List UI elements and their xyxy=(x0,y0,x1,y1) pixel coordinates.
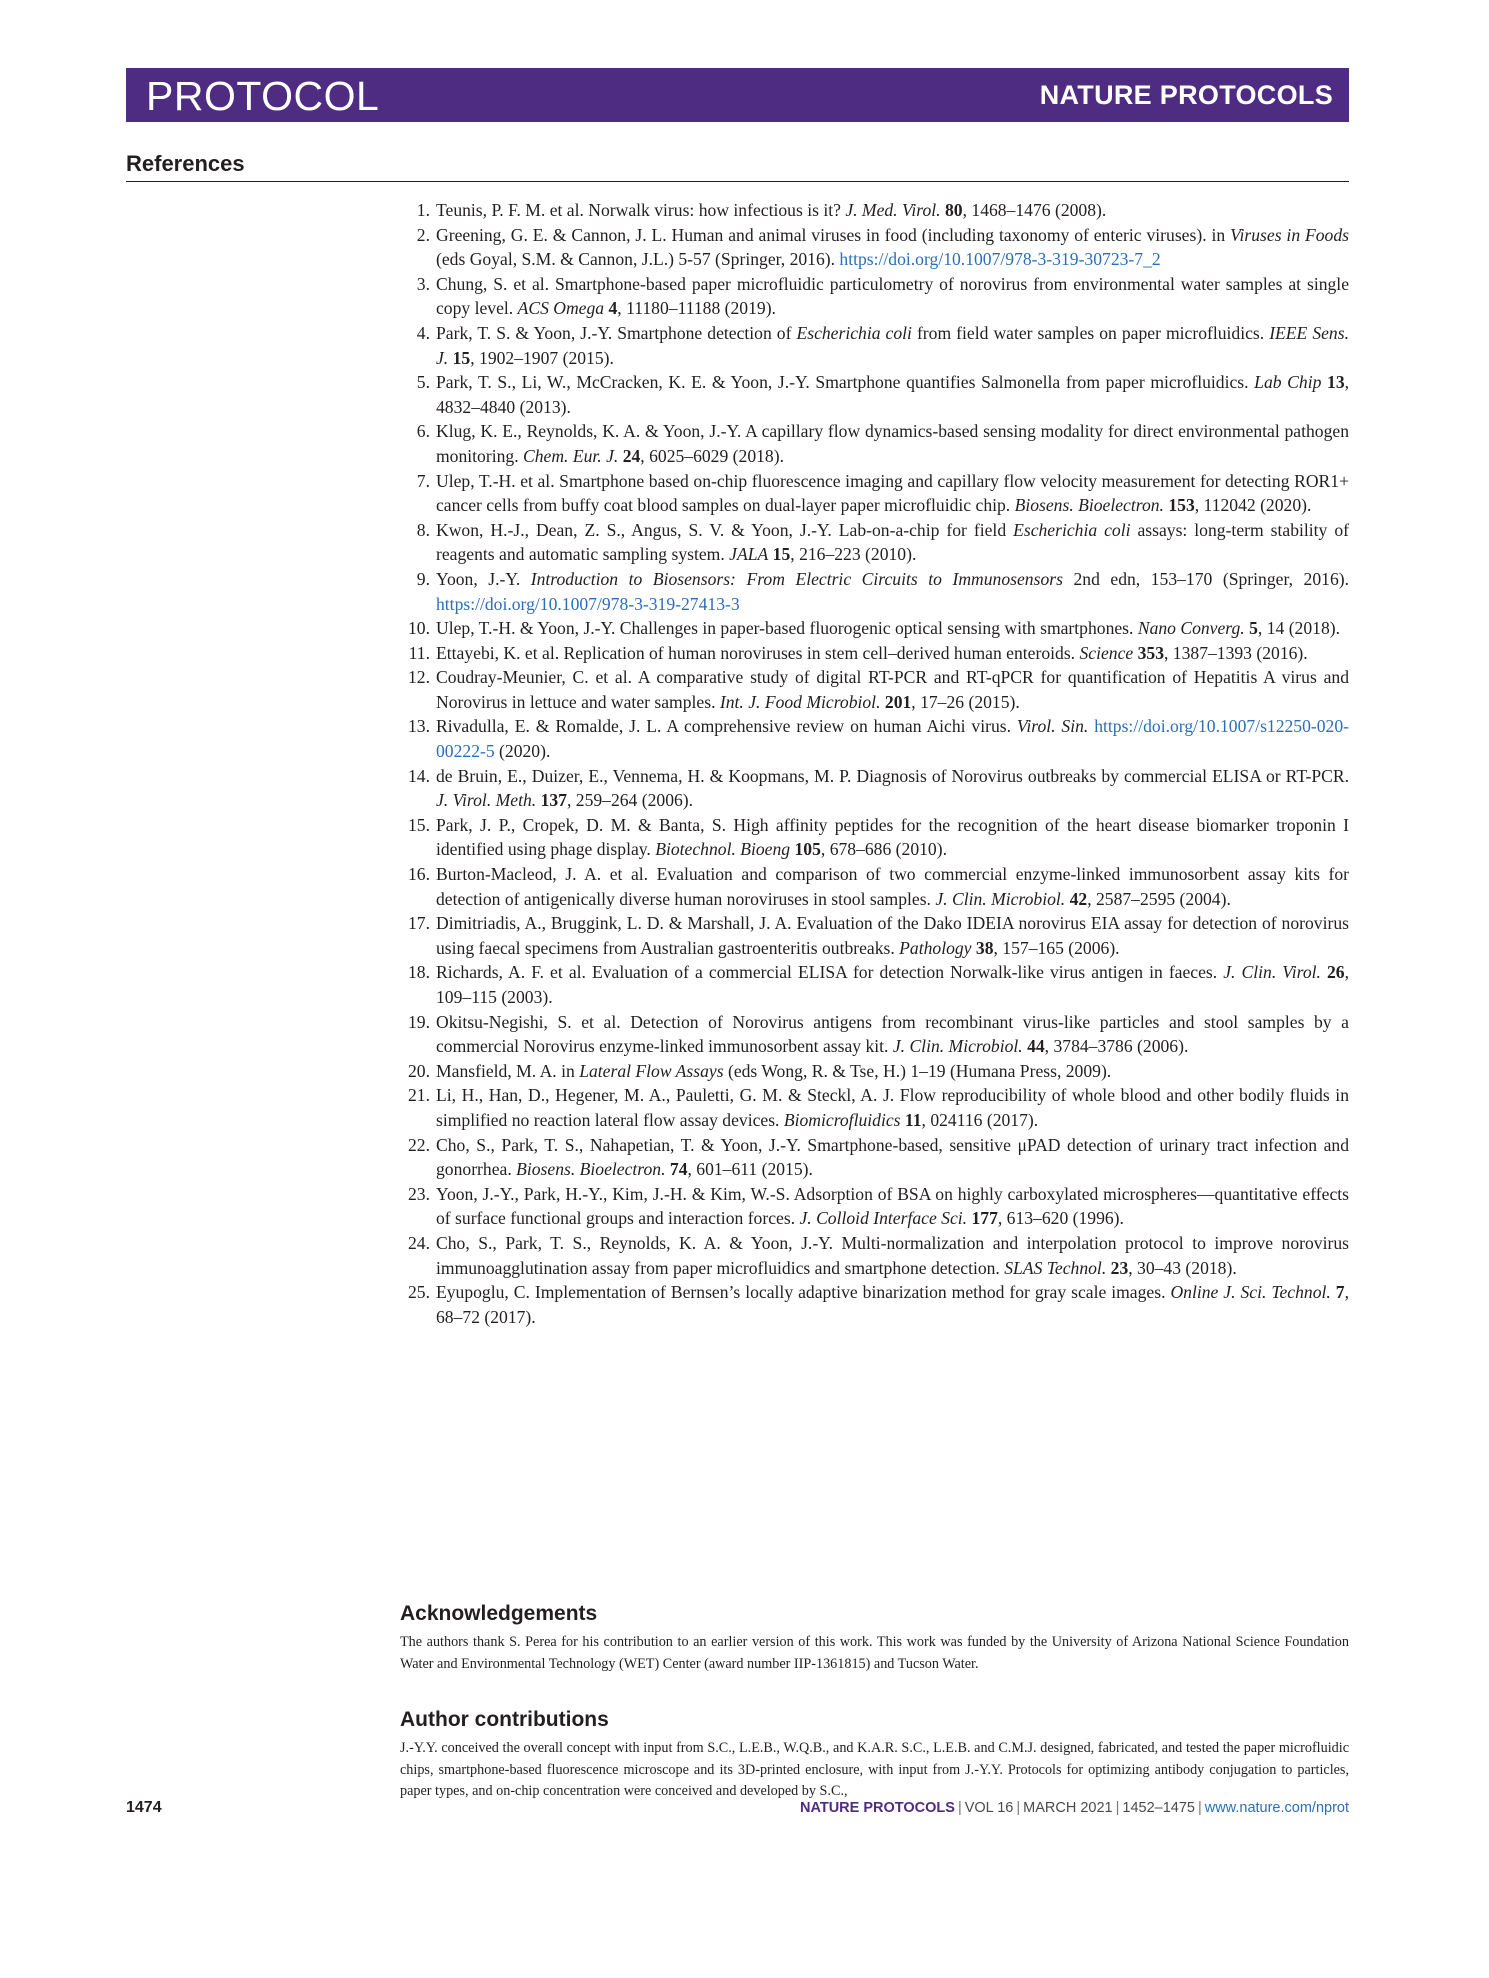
reference-item xyxy=(400,813,1349,862)
reference-text: , 1387–1393 (2016). xyxy=(1164,642,1308,663)
reference-text: , 17–26 (2015). xyxy=(911,691,1020,712)
reference-italic: Escherichia coli xyxy=(796,322,912,343)
reference-text: , 157–165 (2006). xyxy=(993,937,1120,958)
reference-number: 4. xyxy=(416,322,430,343)
reference-item xyxy=(400,567,1349,616)
journal-label: NATURE PROTOCOLS xyxy=(1039,80,1333,110)
reference-text: Ettayebi, K. et al. Replication of human noroviruses in stem cell–derived human enteroids. xyxy=(436,642,1080,663)
footer-date: MARCH 2021 xyxy=(1023,1800,1113,1816)
reference-item xyxy=(400,198,1349,223)
reference-number: 15. xyxy=(408,814,430,835)
reference-item xyxy=(400,1010,1349,1059)
reference-text: , 6025–6029 (2018). xyxy=(640,445,784,466)
acknowledgements-heading: Acknowledgements xyxy=(400,1602,598,1625)
reference-text: Li, H., Han, D., Hegener, M. A., Pauletti, G. M. & Steckl, A. J. Flow reproducibility of whole blood and other bodily fluids in simplified no reaction lateral flow assay devices. xyxy=(436,1085,1349,1130)
reference-text: , 109–115 (2003). xyxy=(436,962,1349,1007)
reference-italic: Science xyxy=(1079,642,1134,663)
reference-italic: J. Clin. Virol. xyxy=(1223,962,1321,983)
reference-item xyxy=(400,321,1349,370)
reference-italic: IEEE Sens. J. xyxy=(436,322,1349,368)
reference-item xyxy=(400,862,1349,911)
reference-item xyxy=(400,911,1349,960)
reference-number: 17. xyxy=(408,913,430,934)
reference-text: Ulep, T.-H. & Yoon, J.-Y. Challenges in paper-based fluorogenic optical sensing with smartphones. xyxy=(436,618,1138,639)
footer-pages: 1452–1475 xyxy=(1122,1800,1195,1816)
reference-item xyxy=(400,518,1349,567)
reference-number: 10. xyxy=(408,618,430,639)
reference-number: 12. xyxy=(408,667,430,688)
footer-journal: NATURE PROTOCOLS xyxy=(799,1800,955,1816)
reference-text: Yoon, J.-Y., Park, H.-Y., Kim, J.-H. & Kim, W.-S. Adsorption of BSA on highly carboxylated microspheres—quantitative effects of surface functional groups and interaction forces. xyxy=(436,1183,1349,1229)
reference-italic: J. Med. Virol. xyxy=(845,200,941,220)
reference-number: 24. xyxy=(408,1232,430,1253)
reference-text: , 024116 (2017). xyxy=(921,1109,1039,1130)
reference-item xyxy=(400,1231,1349,1280)
reference-number: 11. xyxy=(408,642,430,663)
reference-number: 9. xyxy=(416,568,430,589)
reference-italic: J. Clin. Microbiol. xyxy=(892,1036,1023,1057)
reference-text: , 14 (2018). xyxy=(1257,618,1340,639)
reference-italic: Biotechnol. Bioeng xyxy=(655,839,791,860)
reference-text: Teunis, P. F. M. et al. Norwalk virus: how infectious is it? xyxy=(436,200,846,220)
footer-citation: NATURE PROTOCOLS | VOL 16 | MARCH 2021 | 1452–1475 | www.nature.com/nprot xyxy=(799,1800,1349,1816)
reference-italic: Lab Chip xyxy=(1254,372,1322,393)
reference-text: assays: long-term stability of reagents and automatic sampling system. xyxy=(436,519,1349,565)
reference-text: Yoon, J.-Y. xyxy=(436,568,531,589)
reference-item xyxy=(400,1133,1349,1182)
reference-volume: 5 xyxy=(1249,618,1258,639)
reference-item xyxy=(400,714,1349,763)
reference-number: 1. xyxy=(416,200,430,220)
reference-italic: Virol. Sin. xyxy=(1016,716,1089,737)
reference-italic: Biomicrofluidics xyxy=(783,1109,901,1130)
reference-italic: J. Virol. Meth. xyxy=(436,790,537,811)
page-number: 1474 xyxy=(126,1799,162,1816)
reference-text: Klug, K. E., Reynolds, K. A. & Yoon, J.-Y. A capillary flow dynamics-based sensing modality for direct environmental pathogen monitoring. xyxy=(436,421,1349,466)
reference-number: 16. xyxy=(408,864,430,885)
reference-text: , 678–686 (2010). xyxy=(820,839,947,860)
header-banner xyxy=(126,68,1349,122)
reference-text: , 112042 (2020). xyxy=(1194,495,1312,516)
reference-volume: 15 xyxy=(772,544,791,565)
reference-volume: 177 xyxy=(971,1208,998,1229)
reference-text: , 2587–2595 (2004). xyxy=(1087,888,1231,909)
reference-item xyxy=(400,616,1349,641)
reference-text: Okitsu-Negishi, S. et al. Detection of Norovirus antigens from recombinant virus-like particles and stool samples by a commercial Norovirus enzyme-linked immunosorbent assay kit. xyxy=(436,1011,1349,1057)
reference-item xyxy=(400,960,1349,1009)
reference-italic: Biosens. Bioelectron. xyxy=(516,1159,666,1180)
reference-volume: 201 xyxy=(884,691,912,712)
reference-italic: Biosens. Bioelectron. xyxy=(1014,495,1164,516)
author-contributions-heading: Author contributions xyxy=(400,1708,609,1731)
author-contributions-body: J.-Y.Y. conceived the overall concept with input from S.C., L.E.B., W.Q.B., and K.A.R. S.C., L.E.B. and C.M.J. designed, fabricated, and tested the paper microfluidic chips, smartphone-based fluorescence microscope and its 3D-printed enclosure, with input from J.-Y.Y. Protocols for optimizing antibody conjugation to particles, paper types, and on-chip concentration were conceived and developed by S.C., xyxy=(400,1740,1349,1799)
reference-text: , 30–43 (2018). xyxy=(1128,1257,1237,1278)
footer-url[interactable]: www.nature.com/nprot xyxy=(1204,1800,1349,1816)
reference-number: 25. xyxy=(408,1282,430,1303)
reference-number: 7. xyxy=(416,470,430,491)
reference-text: , 11180–11188 (2019). xyxy=(617,298,776,319)
reference-text: , 259–264 (2006). xyxy=(566,790,694,811)
reference-text: Mansfield, M. A. in xyxy=(436,1060,580,1081)
reference-doi-link[interactable]: https://doi.org/10.1007/978-3-319-30723-7_2 xyxy=(839,249,1161,270)
reference-number: 13. xyxy=(408,716,430,737)
reference-text: Park, T. S., Li, W., McCracken, K. E. & Yoon, J.-Y. Smartphone quantifies Salmonella from paper microfluidics. xyxy=(436,372,1255,393)
reference-item xyxy=(400,370,1349,419)
reference-text: Rivadulla, E. & Romalde, J. L. A comprehensive review on human Aichi virus. xyxy=(436,716,1017,737)
reference-text: Eyupoglu, C. Implementation of Bernsen’s locally adaptive binarization method for gray scale images. xyxy=(436,1282,1171,1303)
footer-volume: VOL 16 xyxy=(964,1800,1014,1816)
reference-volume: 24 xyxy=(622,445,641,466)
reference-text: Dimitriadis, A., Bruggink, L. D. & Marshall, J. A. Evaluation of the Dako IDEIA norovirus EIA assay for detection of norovirus using faecal specimens from Australian gastroenteritis outbreaks. xyxy=(436,913,1349,958)
reference-text: Richards, A. F. et al. Evaluation of a commercial ELISA for detection Norwalk-like virus antigen in faeces. xyxy=(436,962,1224,983)
reference-item xyxy=(400,1280,1349,1329)
reference-text: Coudray-Meunier, C. et al. A comparative study of digital RT-PCR and RT-qPCR for quantification of Hepatitis A virus and Norovirus in lettuce and water samples. xyxy=(436,667,1349,712)
reference-volume: 13 xyxy=(1327,372,1345,393)
reference-text: de Bruin, E., Duizer, E., Vennema, H. & Koopmans, M. P. Diagnosis of Norovirus outbreaks by commercial ELISA or RT-PCR. xyxy=(436,765,1349,786)
reference-italic: JALA xyxy=(729,544,769,565)
reference-text: , 216–223 (2010). xyxy=(790,544,917,565)
reference-text: Ulep, T.-H. et al. Smartphone based on-chip fluorescence imaging and capillary flow velocity measurement for detecting ROR1+ cancer cells from buffy coat blood samples on dual-layer paper microfluidic chip. xyxy=(436,470,1349,516)
references-heading: References xyxy=(126,151,245,176)
reference-italic: Viruses in Foods xyxy=(1230,224,1349,245)
reference-text: 2nd edn, 153–170 (Springer, 2016). xyxy=(1062,568,1349,589)
reference-doi-link[interactable]: https://doi.org/10.1007/978-3-319-27413-3 xyxy=(436,593,740,614)
reference-italic: SLAS Technol. xyxy=(1004,1257,1107,1278)
reference-number: 19. xyxy=(408,1011,430,1032)
reference-number: 22. xyxy=(408,1134,430,1155)
reference-text: from field water samples on paper microfluidics. xyxy=(911,322,1270,343)
reference-item xyxy=(400,272,1349,321)
reference-volume: 26 xyxy=(1326,962,1345,983)
reference-volume: 11 xyxy=(904,1109,922,1130)
reference-item xyxy=(400,419,1349,468)
reference-number: 6. xyxy=(416,421,430,442)
reference-item xyxy=(400,1059,1349,1084)
reference-italic: Nano Converg. xyxy=(1137,618,1245,639)
references-divider xyxy=(126,181,1349,182)
reference-volume: 44 xyxy=(1027,1036,1045,1057)
reference-volume: 42 xyxy=(1069,888,1088,909)
reference-text: , 68–72 (2017). xyxy=(436,1282,1349,1327)
reference-number: 20. xyxy=(408,1060,430,1081)
reference-text: (eds Wong, R. & Tse, H.) 1–19 (Humana Press, 2009). xyxy=(723,1060,1112,1081)
reference-text: , 601–611 (2015). xyxy=(687,1159,813,1180)
reference-italic: Lateral Flow Assays xyxy=(579,1060,724,1081)
reference-text: Park, T. S. & Yoon, J.-Y. Smartphone detection of xyxy=(436,322,797,343)
reference-italic: ACS Omega xyxy=(517,298,605,319)
acknowledgements-body: The authors thank S. Perea for his contribution to an earlier version of this work. This work was funded by the University of Arizona National Science Foundation Water and Environmental Technology (WET) Center (award number IIP-1361815) and Tucson Water. xyxy=(400,1634,1349,1672)
reference-text: Greening, G. E. & Cannon, J. L. Human and animal viruses in food (including taxonomy of enteric viruses). in xyxy=(436,224,1231,245)
reference-volume: 23 xyxy=(1110,1257,1129,1278)
reference-italic: J. Colloid Interface Sci. xyxy=(799,1208,968,1229)
reference-doi-link[interactable]: https://doi.org/10.1007/s12250-020-00222-5 xyxy=(436,716,1350,762)
reference-italic: Pathology xyxy=(899,937,972,958)
reference-item xyxy=(400,641,1349,666)
reference-item xyxy=(400,764,1349,813)
reference-text: , 3784–3786 (2006). xyxy=(1044,1036,1189,1057)
reference-text: (2020). xyxy=(494,741,551,762)
reference-item xyxy=(400,223,1349,272)
reference-number: 2. xyxy=(416,224,430,245)
reference-number: 8. xyxy=(416,519,430,540)
reference-text: , 613–620 (1996). xyxy=(997,1208,1124,1229)
section-label: PROTOCOL xyxy=(146,73,380,119)
reference-text: Cho, S., Park, T. S., Reynolds, K. A. & Yoon, J.-Y. Multi-normalization and interpolation protocol to improve norovirus immunoagglutination assay from paper microfluidics and smartphone detection. xyxy=(436,1232,1349,1278)
reference-text: Kwon, H.-J., Dean, Z. S., Angus, S. V. & Yoon, J.-Y. Lab-on-a-chip for field xyxy=(436,519,1014,540)
reference-volume: 4 xyxy=(608,298,618,319)
reference-text: Chung, S. et al. Smartphone-based paper microfluidic particulometry of norovirus from environmental water samples at single copy level. xyxy=(436,273,1349,319)
reference-text: , 1468–1476 (2008). xyxy=(962,200,1107,220)
reference-volume: 74 xyxy=(669,1159,688,1180)
reference-volume: 7 xyxy=(1335,1282,1345,1303)
reference-text: (eds Goyal, S.M. & Cannon, J.L.) 5-57 (Springer, 2016). xyxy=(436,249,840,270)
reference-number: 23. xyxy=(408,1183,430,1204)
reference-item xyxy=(400,1083,1349,1132)
reference-volume: 38 xyxy=(975,937,994,958)
reference-volume: 353 xyxy=(1137,642,1164,663)
reference-volume: 105 xyxy=(794,839,821,860)
reference-italic: J. Clin. Microbiol. xyxy=(935,888,1066,909)
reference-italic: Chem. Eur. J. xyxy=(523,445,619,466)
reference-item xyxy=(400,1182,1349,1231)
reference-text: Cho, S., Park, T. S., Nahapetian, T. & Yoon, J.-Y. Smartphone-based, sensitive μPAD detection of urinary tract infection and gonorrhea. xyxy=(436,1134,1349,1180)
reference-number: 3. xyxy=(416,273,430,294)
reference-volume: 80 xyxy=(945,200,963,220)
reference-item xyxy=(400,665,1349,714)
reference-volume: 15 xyxy=(452,347,471,368)
reference-text: , 1902–1907 (2015). xyxy=(470,347,614,368)
reference-item xyxy=(400,469,1349,518)
reference-number: 5. xyxy=(416,372,430,393)
reference-number: 14. xyxy=(408,765,430,786)
reference-volume: 137 xyxy=(540,790,567,811)
reference-text: , 4832–4840 (2013). xyxy=(436,372,1350,417)
reference-italic: Online J. Sci. Technol. xyxy=(1170,1282,1331,1303)
reference-number: 18. xyxy=(408,962,430,983)
reference-italic: Int. J. Food Microbiol. xyxy=(719,691,881,712)
reference-number: 21. xyxy=(408,1085,430,1106)
reference-list xyxy=(400,198,1349,1329)
reference-italic: Introduction to Biosensors: From Electric Circuits to Immunosensors xyxy=(530,568,1063,589)
reference-italic: Escherichia coli xyxy=(1013,519,1131,540)
reference-volume: 153 xyxy=(1168,495,1195,516)
reference-text: Burton-Macleod, J. A. et al. Evaluation and comparison of two commercial enzyme-linked immunosorbent assay kits for detection of antigenically diverse human noroviruses in stool samples. xyxy=(436,864,1349,909)
reference-text: Park, J. P., Cropek, D. M. & Banta, S. High affinity peptides for the recognition of the heart disease biomarker troponin I identified using phage display. xyxy=(436,814,1349,860)
